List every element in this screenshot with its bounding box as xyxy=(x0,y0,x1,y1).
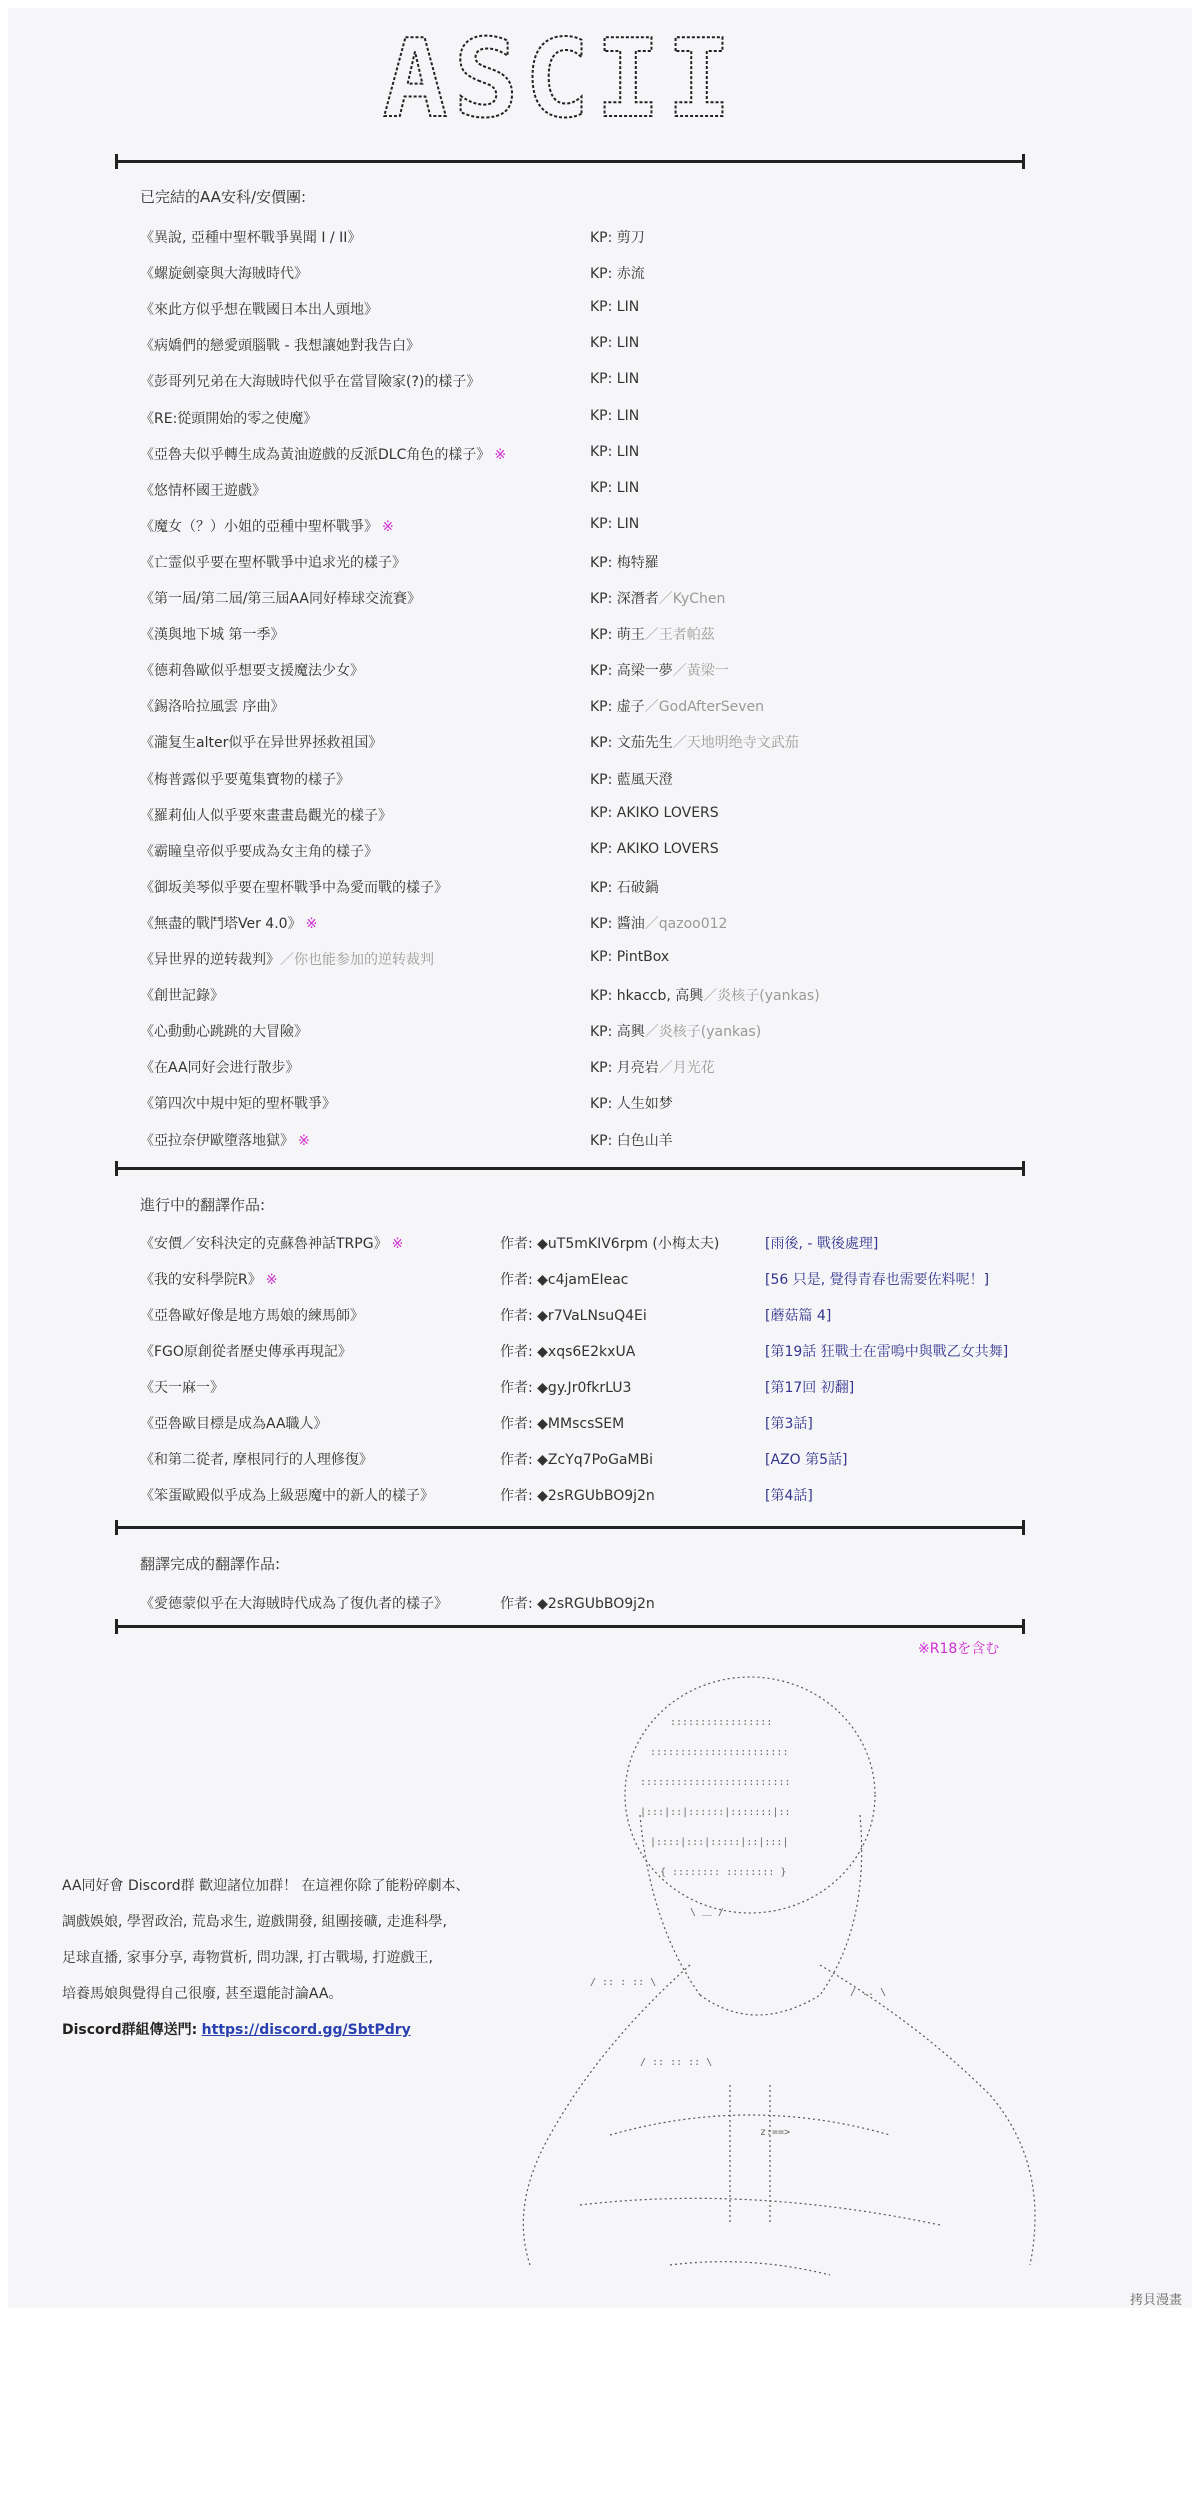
list-item xyxy=(140,624,715,648)
discord-link[interactable]: https://discord.gg/SbtPdry xyxy=(201,2022,411,2038)
svg-text:|::::|:::|:::::|::|:::|: |::::|:::|:::::|::|:::| xyxy=(650,1837,789,1848)
item-title: 《彭哥列兄弟在大海賊時代似乎在當冒險家(?)的樣子》 xyxy=(140,374,481,391)
svg-text:/ :: :: :: \: / :: :: :: \ xyxy=(640,2057,713,2068)
author: 作者: ◆c4jamEIeac xyxy=(500,1272,629,1288)
list-item xyxy=(140,1377,855,1401)
list-item xyxy=(140,1485,813,1509)
list-item xyxy=(140,1305,832,1329)
item-title: 《第一屆/第二屆/第三屆AA同好棒球交流賽》 xyxy=(140,591,421,607)
item-title: 《第四次中規中矩的聖杯戰爭》 xyxy=(140,1096,336,1113)
ascii-logo xyxy=(360,30,760,130)
r18-mark: ※ xyxy=(265,1272,278,1288)
kp-alias: ／天地明绝寺文武茄 xyxy=(672,735,799,752)
chapter-link[interactable]: [第17回 初翻] xyxy=(765,1380,855,1396)
kp-name xyxy=(590,227,645,247)
kp-main: KP: 高梁一夢 xyxy=(590,663,673,680)
list-item xyxy=(140,263,645,287)
kp-alias: ／炎核子(yankas) xyxy=(703,988,820,1005)
item-title: 《梅普露似乎要蒐集寶物的樣子》 xyxy=(140,771,350,788)
kp-name xyxy=(590,588,725,608)
kp-main: KP: LIN xyxy=(590,407,640,424)
kp-name xyxy=(590,660,729,680)
kp-main: KP: LIN xyxy=(590,299,640,316)
list-item xyxy=(140,299,640,323)
kp-name xyxy=(590,263,645,283)
item-title: 《德莉魯歐似乎想要支援魔法少女》 xyxy=(140,663,364,680)
item-title: 《亡霊似乎要在聖杯戰爭中追求光的樣子》 xyxy=(140,554,406,571)
item-title: 《羅莉仙人似乎要來畫畫島觀光的樣子》 xyxy=(140,807,392,824)
kp-main: KP: 人生如梦 xyxy=(590,1096,673,1113)
item-title: 《創世記錄》 xyxy=(140,988,224,1005)
item-title: 《异世界的逆转裁判》 xyxy=(140,952,280,968)
kp-main: KP: 剪刀 xyxy=(590,230,645,246)
item-title: 《亞魯夫似乎轉生成為黃油遊戲的反派DLC角色的樣子》 xyxy=(140,446,491,463)
r18-mark: ※ xyxy=(382,518,394,535)
discord-info xyxy=(62,1868,532,2048)
discord-line: 足球直播, 家事分享, 毒物賞析, 問功課, 打古戰場, 打遊戲王, xyxy=(62,1950,433,1966)
kp-main: KP: LIN xyxy=(590,335,640,352)
svg-text::::::::::::::::::: ::::::::::::::::: xyxy=(670,1717,773,1728)
kp-main: KP: 藍風天澄 xyxy=(590,771,673,788)
list-item xyxy=(140,552,659,576)
svg-text::::::::::::::::::::::::: ::::::::::::::::::::::: xyxy=(650,1747,789,1758)
divider xyxy=(115,1167,1025,1170)
svg-text:/ :: : :: \: / :: : :: \ xyxy=(590,1977,657,1988)
list-item xyxy=(140,732,799,756)
svg-text:z:==>: z:==> xyxy=(760,2127,791,2138)
kp-name xyxy=(590,769,673,789)
r18-mark: ※ xyxy=(298,1132,310,1149)
author: 作者: ◆r7VaLNsuQ4Ei xyxy=(500,1308,647,1324)
kp-main: KP: LIN xyxy=(590,443,640,460)
list-item xyxy=(140,371,640,395)
r18-mark: ※ xyxy=(391,1236,404,1252)
divider xyxy=(115,160,1025,163)
kp-alias: ／黃梁一 xyxy=(672,663,729,680)
kp-main: KP: LIN xyxy=(590,515,640,532)
kp-name xyxy=(590,1057,715,1077)
list-item xyxy=(140,1593,655,1617)
kp-alias: ／月光花 xyxy=(658,1060,715,1077)
chapter-link[interactable]: [雨後, - 戰後處理] xyxy=(765,1236,879,1252)
item-title: 《天一麻一》 xyxy=(140,1380,224,1396)
kp-main: KP: 高興 xyxy=(590,1024,645,1041)
svg-text:|:::|::|::::::|:::::::|::: |:::|::|::::::|:::::::|:: xyxy=(640,1807,791,1818)
kp-alias: ／GodAfterSeven xyxy=(644,699,764,716)
kp-alias: ／王者帕茲 xyxy=(644,627,715,644)
list-item xyxy=(140,913,728,937)
kp-name xyxy=(590,841,719,857)
item-title: 《來此方似乎想在戰國日本出人頭地》 xyxy=(140,302,378,319)
kp-name xyxy=(590,985,820,1005)
list-item xyxy=(140,515,640,540)
ongoing-section-title: 進行中的翻譯作品: xyxy=(140,1196,266,1214)
item-title-sub: ／你也能参加的逆转裁判 xyxy=(280,952,434,968)
item-title: 《和第二從者, 摩根同行的人理修復》 xyxy=(140,1452,373,1468)
kp-main: KP: AKIKO LOVERS xyxy=(590,804,719,821)
kp-name xyxy=(590,624,715,644)
item-title: 《螺旋劍豪與大海賊時代》 xyxy=(140,266,308,283)
item-title: 《安價／安科決定的克蘇魯神話TRPG》 xyxy=(140,1236,388,1252)
kp-main: KP: PintBox xyxy=(590,949,670,965)
item-title: 《亞魯歐目標是成為AA職人》 xyxy=(140,1416,328,1432)
kp-main: KP: 白色山羊 xyxy=(590,1132,673,1149)
item-title: 《無盡的戰鬥塔Ver 4.0》 xyxy=(140,915,302,932)
list-item xyxy=(140,804,719,829)
kp-main: KP: LIN xyxy=(590,479,640,496)
item-title: 《異說, 亞種中聖杯戰爭異聞 I / II》 xyxy=(140,230,362,246)
ascii-logo-text: ASCII xyxy=(382,30,738,130)
finished-section-title: 翻譯完成的翻譯作品: xyxy=(140,1555,281,1573)
item-title: 《霸瞳皇帝似乎要成為女主角的樣子》 xyxy=(140,843,378,860)
item-title: 《FGO原創從者歷史傳承再現記》 xyxy=(140,1344,352,1360)
svg-text:\ ＿ /: \ ＿ / xyxy=(690,1907,725,1918)
kp-main: KP: 月亮岩 xyxy=(590,1060,659,1077)
list-item xyxy=(140,877,659,901)
item-title: 《亞拉奈伊歐墮落地獄》 xyxy=(140,1132,294,1149)
list-item xyxy=(140,1130,673,1154)
list-item xyxy=(140,588,726,612)
kp-name xyxy=(590,480,639,496)
kp-main: KP: 赤流 xyxy=(590,266,645,283)
r18-note: ※R18を含む xyxy=(918,1641,1000,1657)
list-item xyxy=(140,1233,879,1257)
divider xyxy=(115,1625,1025,1628)
discord-line: AA同好會 Discord群 歡迎諸位加群！ 在這裡你除了能粉碎劇本、 xyxy=(62,1878,470,1894)
author: 作者: ◆2sRGUbBO9j2n xyxy=(500,1596,655,1612)
item-title: 《魔女（？）小姐的亞種中聖杯戰爭》 xyxy=(140,518,378,535)
item-title: 《瀧复生alter似乎在异世界拯救祖国》 xyxy=(140,735,383,752)
author: 作者: ◆uT5mKIV6rpm (小梅太夫) xyxy=(500,1236,720,1252)
list-item xyxy=(140,1093,673,1117)
kp-name xyxy=(590,732,799,752)
list-item xyxy=(140,660,729,684)
kp-alias: ／qazoo012 xyxy=(644,915,728,932)
chapter-link[interactable]: [56 只是, 覺得青春也需要佐料呢！] xyxy=(765,1272,990,1288)
item-title: 《悠情杯國王遊戲》 xyxy=(140,482,266,499)
item-title: 《我的安科學院R》 xyxy=(140,1272,262,1288)
list-item xyxy=(140,1413,813,1437)
author: 作者: ◆MMscsSEM xyxy=(500,1416,625,1432)
item-title: 《御坂美琴似乎要在聖杯戰爭中為愛而戰的樣子》 xyxy=(140,879,448,896)
kp-name xyxy=(590,335,639,351)
kp-name xyxy=(590,444,639,460)
kp-name xyxy=(590,696,764,716)
discord-line: 培養馬娘與覺得自己很廢, 甚至還能討論AA。 xyxy=(62,1986,343,2002)
completed-section-title: 已完結的AA安科/安價團: xyxy=(140,188,307,206)
item-title: 《愛德蒙似乎在大海賊時代成為了復仇者的樣子》 xyxy=(140,1596,448,1612)
author: 作者: ◆ZcYq7PoGaMBi xyxy=(500,1452,654,1468)
discord-portal xyxy=(62,2012,532,2048)
kp-name xyxy=(590,408,639,424)
list-item xyxy=(140,840,719,865)
kp-main: KP: hkaccb, 高興 xyxy=(590,988,704,1005)
item-title: 《在AA同好会进行散步》 xyxy=(140,1060,300,1077)
kp-name xyxy=(590,552,659,572)
chapter-link[interactable]: [AZO 第5話] xyxy=(765,1452,848,1468)
list-item xyxy=(140,479,640,504)
kp-alias: ／KyChen xyxy=(658,591,726,607)
kp-name xyxy=(590,1093,673,1113)
kp-main: KP: 深潛者 xyxy=(590,591,659,607)
watermark: 拷貝漫畫 xyxy=(1130,2293,1183,2308)
svg-text:/ .. \: / .. \ xyxy=(850,1987,887,1998)
kp-name xyxy=(590,805,719,821)
chapter-link[interactable]: [第19話 狂戰士在雷鳴中與戰乙女共舞] xyxy=(765,1344,1009,1360)
kp-name xyxy=(590,516,639,532)
chapter-link[interactable]: [蘑菇篇 4] xyxy=(765,1308,832,1324)
kp-main: KP: 石破鍋 xyxy=(590,879,659,896)
discord-line: 調戲娛娘, 學習政治, 荒島求生, 遊戲開發, 組團接礦, 走進科學, xyxy=(62,1914,447,1930)
list-item xyxy=(140,443,640,468)
kp-name xyxy=(590,1130,673,1150)
kp-name xyxy=(590,913,727,933)
list-item xyxy=(140,949,670,973)
item-title: 《RE:從頭開始的零之使魔》 xyxy=(140,410,318,427)
chapter-link[interactable]: [第3話] xyxy=(765,1416,813,1432)
kp-main: KP: 文茄先生 xyxy=(590,735,673,752)
list-item xyxy=(140,769,673,793)
list-item xyxy=(140,696,764,720)
list-item xyxy=(140,1269,990,1293)
kp-main: KP: 醬油 xyxy=(590,915,645,932)
list-item xyxy=(140,407,640,432)
discord-portal-label: Discord群組傳送門: xyxy=(62,2022,198,2038)
list-item xyxy=(140,335,640,359)
list-item xyxy=(140,1341,1009,1365)
item-title: 《錫洛哈拉風雲 序曲》 xyxy=(140,699,285,716)
svg-text::::::::::::::::::::::::::: ::::::::::::::::::::::::: xyxy=(640,1777,791,1788)
item-title: 《笨蛋歐殿似乎成為上級惡魔中的新人的樣子》 xyxy=(140,1488,434,1504)
kp-main: KP: 萌王 xyxy=(590,627,645,644)
divider xyxy=(115,1526,1025,1529)
item-title: 《病嬌們的戀愛頭腦戰 - 我想讓她對我告白》 xyxy=(140,338,420,355)
kp-main: KP: 虚子 xyxy=(590,699,645,716)
kp-name xyxy=(590,299,639,315)
kp-main: KP: 梅特羅 xyxy=(590,554,659,571)
item-title: 《心動動心跳跳的大冒險》 xyxy=(140,1024,308,1041)
kp-main: KP: AKIKO LOVERS xyxy=(590,840,719,857)
chapter-link[interactable]: [第4話] xyxy=(765,1488,813,1504)
list-item xyxy=(140,985,820,1009)
ascii-art-illustration xyxy=(490,1665,1070,2285)
list-item xyxy=(140,227,645,251)
kp-name xyxy=(590,371,639,387)
list-item xyxy=(140,1057,715,1081)
r18-mark: ※ xyxy=(305,915,318,932)
kp-main: KP: LIN xyxy=(590,371,640,388)
list-item xyxy=(140,1021,762,1045)
kp-name xyxy=(590,949,669,965)
kp-alias: ／炎核子(yankas) xyxy=(644,1024,762,1041)
author: 作者: ◆gy.Jr0fkrLU3 xyxy=(500,1380,632,1396)
author: 作者: ◆2sRGUbBO9j2n xyxy=(500,1488,655,1504)
r18-mark: ※ xyxy=(494,446,507,463)
item-title: 《亞魯歐好像是地方馬娘的練馬師》 xyxy=(140,1308,364,1324)
list-item xyxy=(140,1449,848,1473)
author: 作者: ◆xqs6E2kxUA xyxy=(500,1344,636,1360)
svg-text:{ :::::::: :::::::: }: { :::::::: :::::::: } xyxy=(660,1867,787,1878)
kp-name xyxy=(590,1021,761,1041)
kp-name xyxy=(590,877,659,897)
item-title: 《漢與地下城 第一季》 xyxy=(140,627,285,644)
